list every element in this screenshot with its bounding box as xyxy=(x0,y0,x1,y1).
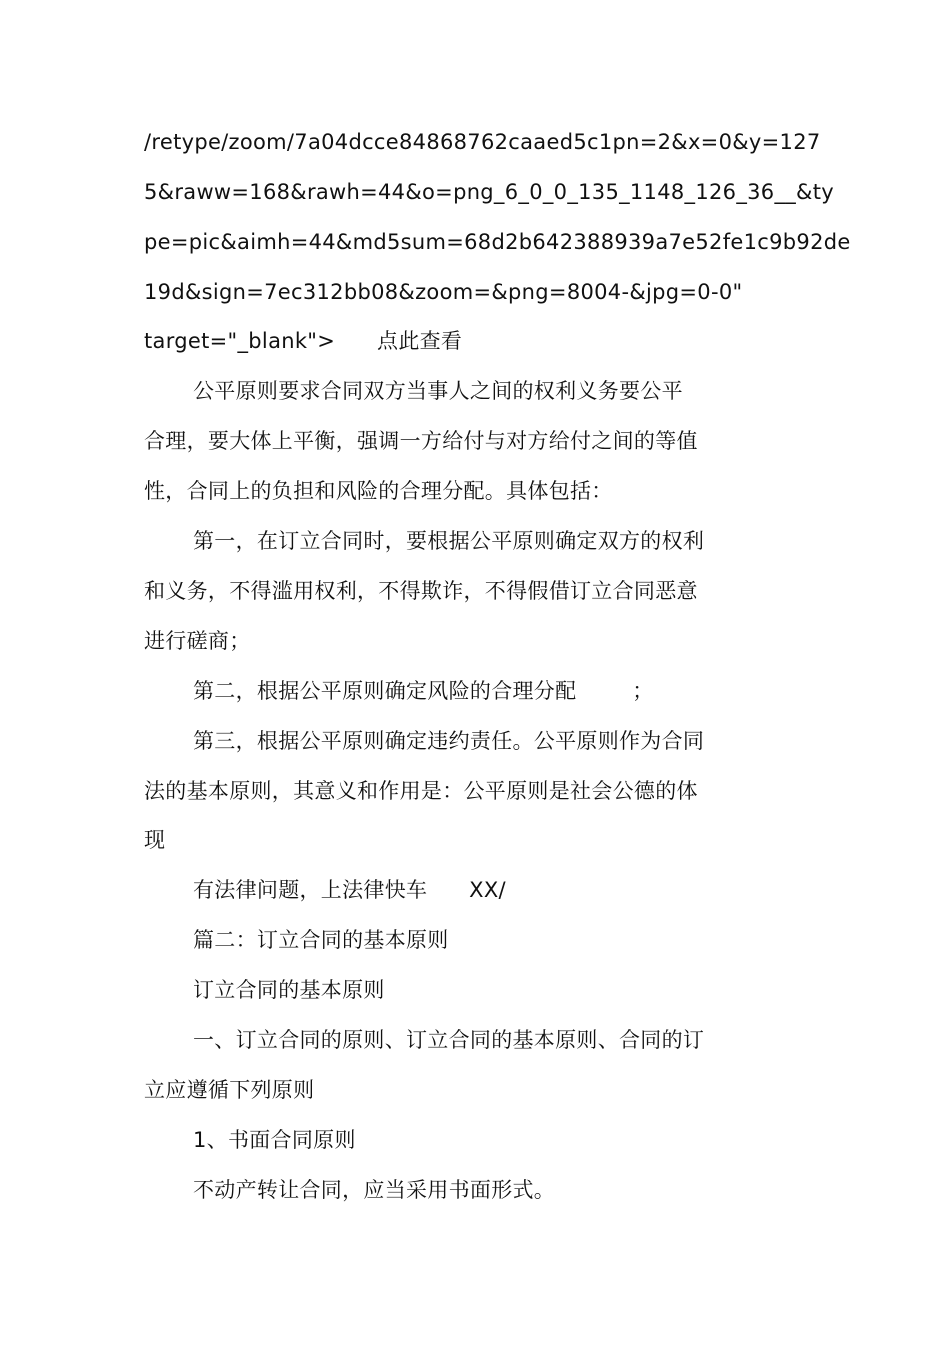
url-line-3: pe=pic&aimh=44&md5sum=68d2b642388939a7e52fe1c9b92de xyxy=(144,230,851,254)
link-text-line[interactable]: target="_blank"> 点此查看 xyxy=(144,329,463,353)
point-one-line-1: 第一，在订立合同时，要根据公平原则确定双方的权利 xyxy=(193,529,705,553)
principles-intro-line-1: 一、订立合同的原则、订立合同的基本原则、合同的订 xyxy=(193,1028,705,1052)
url-line-1: /retype/zoom/7a04dcce84868762caaed5c1pn=2&x=0&y=127 xyxy=(144,130,821,154)
point-three-line-3: 现 xyxy=(144,828,166,852)
paragraph-fairness-line-1: 公平原则要求合同双方当事人之间的权利义务要公平 xyxy=(193,379,683,403)
point-one-line-2: 和义务，不得滥用权利，不得欺诈，不得假借订立合同恶意 xyxy=(144,579,698,603)
point-three-line-2: 法的基本原则，其意义和作用是：公平原则是社会公德的体 xyxy=(144,779,698,803)
principle-one-text: 不动产转让合同，应当采用书面形式。 xyxy=(193,1178,556,1202)
chapter-two-heading: 篇二：订立合同的基本原则 xyxy=(193,928,449,952)
url-line-2: 5&raww=168&rawh=44&o=png_6_0_0_135_1148_126_36__&ty xyxy=(144,180,834,204)
paragraph-fairness-line-2: 合理，要大体上平衡，强调一方给付与对方给付之间的等值 xyxy=(144,429,698,453)
point-one-line-3: 进行磋商； xyxy=(144,629,251,653)
url-line-4: 19d&sign=7ec312bb08&zoom=&png=8004-&jpg=0-0" xyxy=(144,280,743,304)
principles-intro-line-2: 立应遵循下列原则 xyxy=(144,1078,315,1102)
legal-help-line: 有法律问题，上法律快车 XX/ xyxy=(193,878,506,902)
point-three-line-1: 第三，根据公平原则确定违约责任。公平原则作为合同 xyxy=(193,729,705,753)
principle-one-heading: 1、书面合同原则 xyxy=(193,1128,356,1152)
paragraph-fairness-line-3: 性，合同上的负担和风险的合理分配。具体包括： xyxy=(144,479,613,503)
point-two-line: 第二，根据公平原则确定风险的合理分配 ； xyxy=(193,679,654,703)
section-title: 订立合同的基本原则 xyxy=(193,978,385,1002)
